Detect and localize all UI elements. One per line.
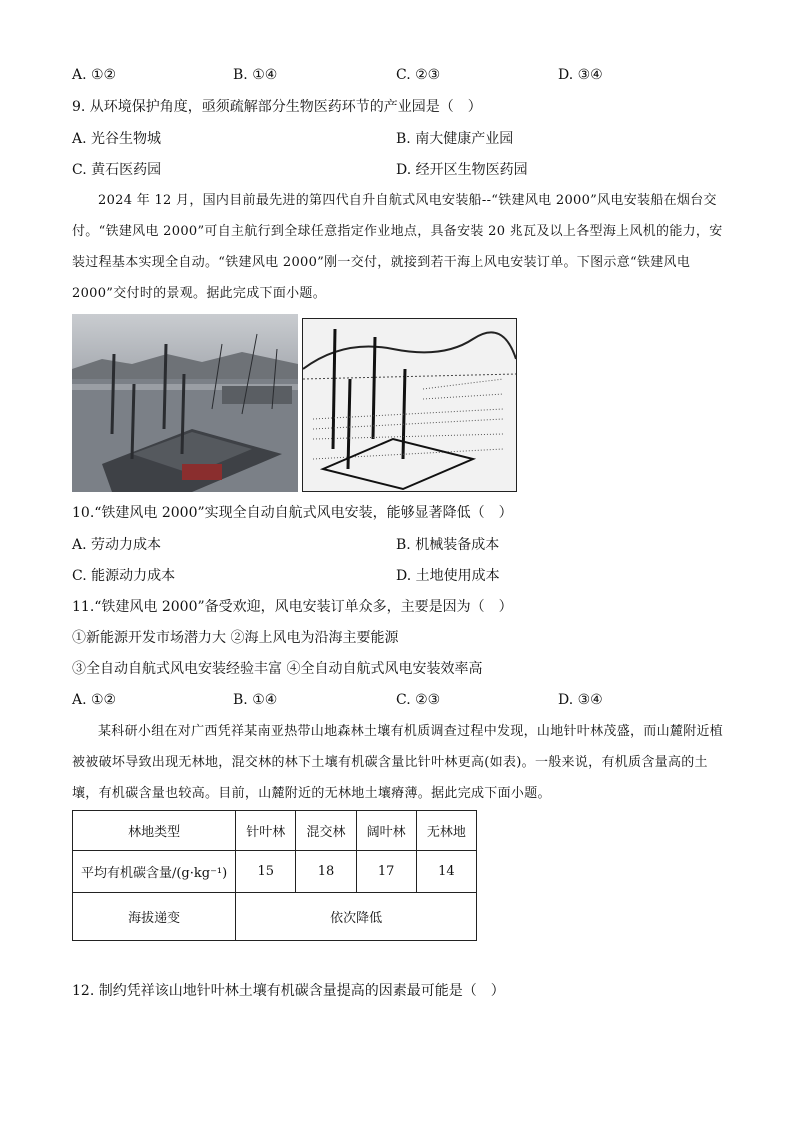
q8-option-a: A. ①② <box>72 67 117 83</box>
q11-option-b: B. ①④ <box>233 692 278 708</box>
q11-option-c: C. ②③ <box>396 692 441 708</box>
soil-carbon-table <box>72 810 477 941</box>
q9-option-d: D. 经开区生物医药园 <box>396 162 528 178</box>
q8-option-c: C. ②③ <box>396 67 441 83</box>
q10-option-a: A. 劳动力成本 <box>72 537 162 553</box>
table-header-cell: 针叶林 <box>236 811 296 851</box>
q10-option-b: B. 机械装备成本 <box>396 537 500 553</box>
q11-statement-1: ①新能源开发市场潜力大 ②海上风电为沿海主要能源 <box>72 630 399 646</box>
table-header-cell: 混交林 <box>296 811 356 851</box>
table-cell: 15 <box>236 851 296 893</box>
table-row-label: 海拔递变 <box>73 893 236 941</box>
table-cell: 依次降低 <box>236 893 477 941</box>
q11-option-d: D. ③④ <box>558 692 603 708</box>
q12-stem: 12. 制约凭祥该山地针叶林土壤有机碳含量提高的因素最可能是（ ） <box>72 983 505 999</box>
table-header-cell: 林地类型 <box>73 811 236 851</box>
q10-stem: 10.“铁建风电 2000”实现全自动自航式风电安装，能够显著降低（ ） <box>72 505 513 521</box>
table-row <box>73 851 477 893</box>
q11-statement-2: ③全自动自航式风电安装经验丰富 ④全自动自航式风电安装效率高 <box>72 661 483 677</box>
table-row <box>73 893 477 941</box>
table-header-cell: 阔叶林 <box>356 811 416 851</box>
table-cell: 14 <box>416 851 476 893</box>
table-header-cell: 无林地 <box>416 811 476 851</box>
table-row-label: 平均有机碳含量/(g·kg⁻¹) <box>73 851 236 893</box>
ship-sketch <box>302 318 517 492</box>
q9-option-b: B. 南大健康产业园 <box>396 131 514 147</box>
ship-photo <box>72 314 298 492</box>
q11-stem: 11.“铁建风电 2000”备受欢迎，风电安装订单众多，主要是因为（ ） <box>72 599 513 615</box>
q11-option-a: A. ①② <box>72 692 117 708</box>
table-cell: 17 <box>356 851 416 893</box>
q8-option-b: B. ①④ <box>233 67 278 83</box>
passage-wind-ship: 2024 年 12 月，国内目前最先进的第四代自升自航式风电安装船--“铁建风电 2000”风电安装船在烟台交付。“铁建风电 2000”可自主航行到全球任意指定作业地点，具备安装 20 兆瓦及以上各型海上风机的能力，安装过程基本实现全自动。“铁建风电 2000”刚一交付，就接到若干海上风电安装订单。下图示意“铁建风电 2000”交付时的景观。据此完成下面小题。 <box>72 193 723 301</box>
table-header-row <box>73 811 477 851</box>
q9-option-a: A. 光谷生物城 <box>72 131 162 147</box>
q8-option-d: D. ③④ <box>558 67 603 83</box>
passage-soil: 某科研小组在对广西凭祥某南亚热带山地森林土壤有机质调查过程中发现，山地针叶林茂盛，而山麓附近植被被破坏导致出现无林地，混交林的林下土壤有机碳含量比针叶林更高(如表)。一般来说，有机质含量高的土壤，有机碳含量也较高。目前，山麓附近的无林地土壤瘠薄。据此完成下面小题。 <box>72 724 724 801</box>
q9-option-c: C. 黄石医药园 <box>72 162 162 178</box>
q10-option-d: D. 土地使用成本 <box>396 568 500 584</box>
q10-option-c: C. 能源动力成本 <box>72 568 176 584</box>
table-cell: 18 <box>296 851 356 893</box>
q9-stem: 9. 从环境保护角度，亟须疏解部分生物医药环节的产业园是（ ） <box>72 99 482 115</box>
